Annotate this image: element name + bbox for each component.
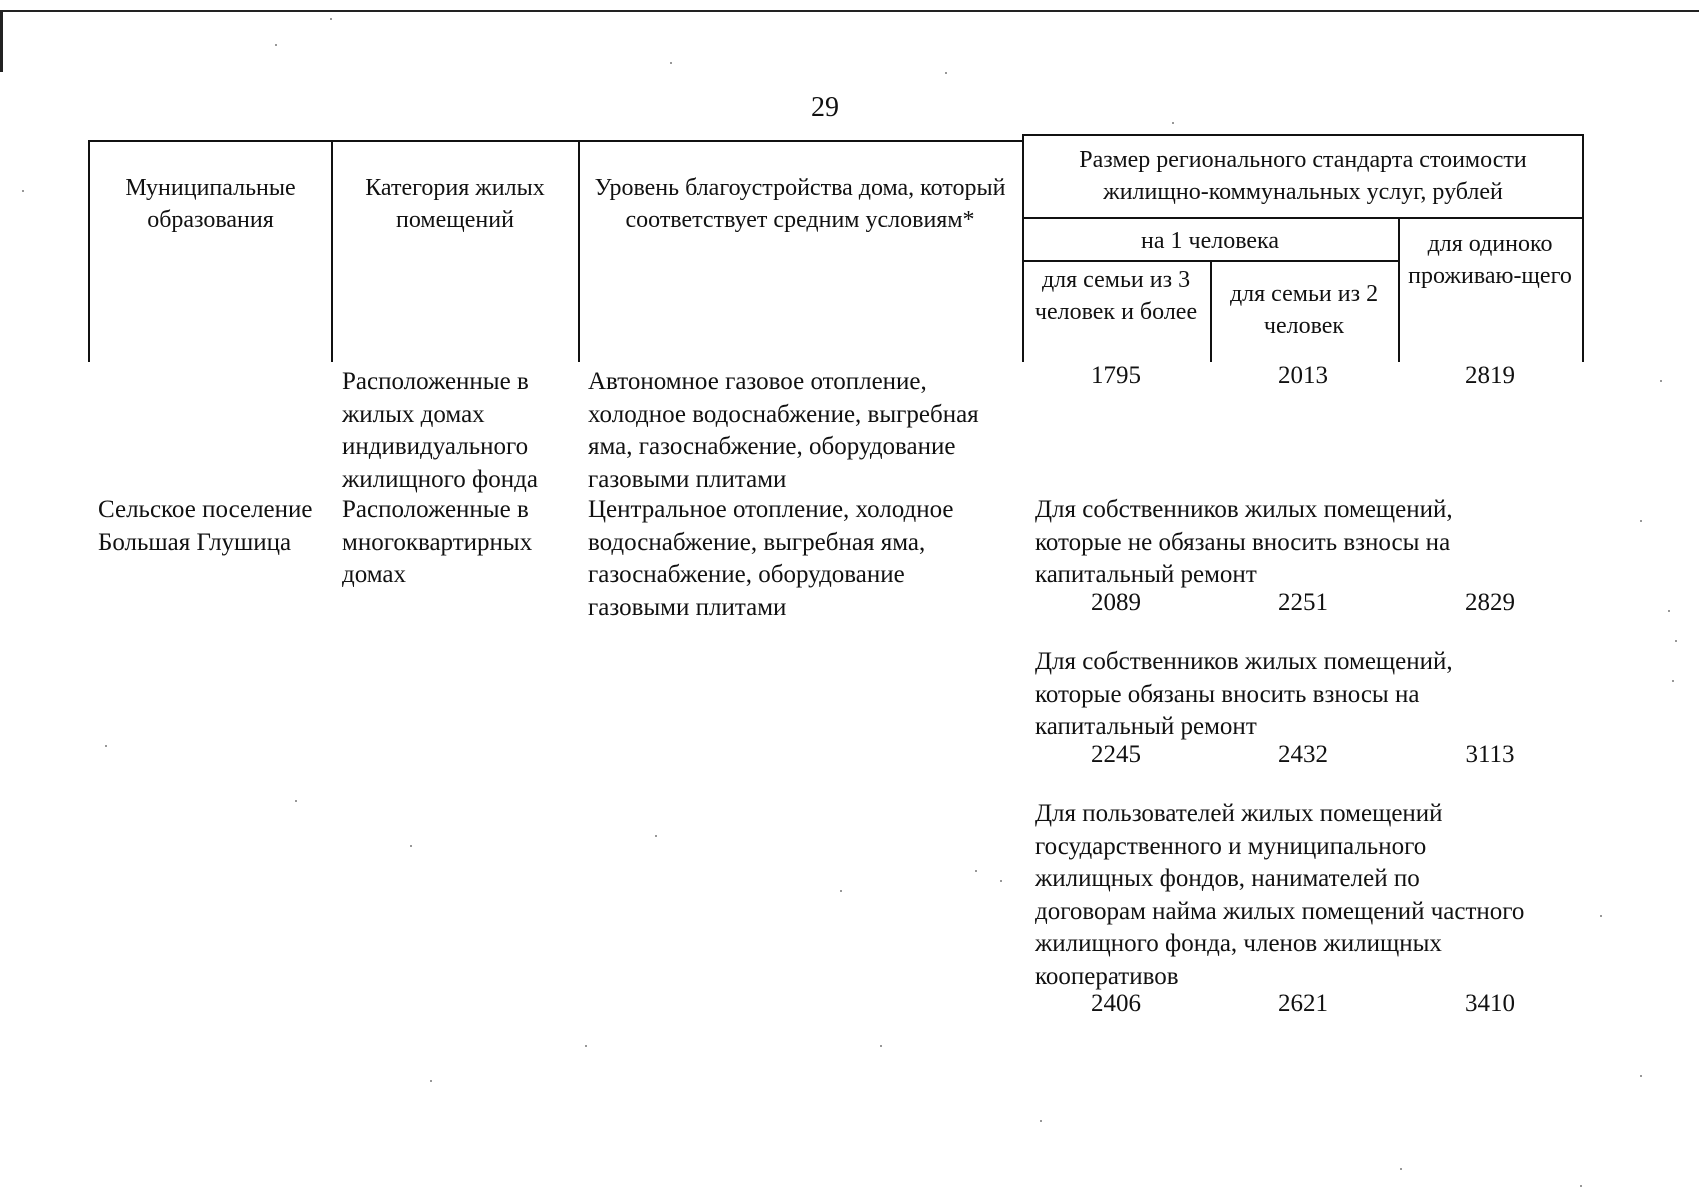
scan-speck — [1000, 880, 1002, 882]
scan-speck — [430, 1080, 432, 1082]
header-municipality: Муниципальные образования — [125, 175, 296, 233]
header-single: для одиноко проживаю-щего — [1408, 231, 1572, 289]
scan-speck — [1668, 610, 1670, 612]
group2-value-family3: 2245 — [1091, 741, 1141, 768]
group1-value-family2: 2251 — [1278, 589, 1328, 616]
page-number: 29 — [811, 92, 839, 123]
municipality-name: Сельское поселение Большая Глушица — [98, 496, 313, 556]
header-top-border-right — [1022, 134, 1582, 136]
group1-value-single: 2829 — [1465, 589, 1515, 616]
scan-speck — [1672, 680, 1674, 682]
header-per-person: на 1 человека — [1141, 228, 1279, 254]
row2-category: Расположенные в многоквартирных домах — [342, 496, 533, 588]
row1-value-family3: 1795 — [1091, 362, 1141, 389]
scan-speck — [410, 845, 412, 847]
header-amenities: Уровень благоустройства дома, который соответствует средним условиям* — [594, 175, 1006, 233]
header-top-border-left — [88, 140, 1022, 142]
scan-speck — [1640, 1075, 1642, 1077]
scan-speck — [1600, 915, 1602, 917]
row1-category: Расположенные в жилых домах индивидуального жилищного фонда — [342, 368, 538, 493]
scan-speck — [945, 72, 947, 74]
header-divider — [331, 140, 333, 362]
row1-value-family2: 2013 — [1278, 362, 1328, 389]
header-divider — [1582, 134, 1584, 362]
scan-speck — [1580, 1185, 1582, 1187]
group2-value-single: 3113 — [1465, 741, 1515, 768]
group1-value-family3: 2089 — [1091, 589, 1141, 616]
group3-label: Для пользователей жилых помещений государственного и муниципального жилищных фондов, нанимателей по договорам найма жилых помещений частного жилищного фонда, членов жилищных кооперативов — [1035, 800, 1525, 990]
header-divider — [1398, 218, 1400, 362]
group3-value-family3: 2406 — [1091, 990, 1141, 1017]
row2-amenities: Центральное отопление, холодное водоснабжение, выгребная яма, газоснабжение, оборудование газовыми плитами — [588, 496, 954, 621]
header-divider-h — [1022, 260, 1398, 262]
scan-speck — [22, 190, 24, 192]
group2-value-family2: 2432 — [1278, 741, 1328, 768]
header-divider — [88, 140, 90, 362]
scan-speck — [670, 62, 672, 64]
scan-speck — [840, 890, 842, 892]
scan-speck — [105, 745, 107, 747]
header-family3: для семьи из 3 человек и более — [1034, 267, 1198, 325]
scan-speck — [585, 1045, 587, 1047]
row1-value-single: 2819 — [1465, 362, 1515, 389]
header-divider — [578, 140, 580, 362]
group2-label: Для собственников жилых помещений, которые обязаны вносить взносы на капитальный ремонт — [1035, 648, 1453, 740]
scan-speck — [295, 800, 297, 802]
group3-value-single: 3410 — [1465, 990, 1515, 1017]
scan-speck — [1172, 122, 1174, 124]
scan-border-left — [0, 10, 3, 72]
group3-value-family2: 2621 — [1278, 990, 1328, 1017]
row1-amenities: Автономное газовое отопление, холодное водоснабжение, выгребная яма, газоснабжение, оборудование газовыми плитами — [588, 368, 979, 493]
scan-speck — [1660, 380, 1662, 382]
scan-speck — [330, 18, 332, 20]
scan-speck — [880, 1045, 882, 1047]
scan-speck — [1640, 520, 1642, 522]
header-standard-size: Размер регионального стандарта стоимости жилищно-коммунальных услуг, рублей — [1079, 147, 1527, 205]
scan-speck — [275, 44, 277, 46]
header-divider-h — [1022, 217, 1582, 219]
group1-label: Для собственников жилых помещений, которые не обязаны вносить взносы на капитальный ремонт — [1035, 496, 1453, 588]
scan-border-top — [0, 10, 1699, 12]
header-category: Категория жилых помещений — [365, 175, 545, 233]
scan-speck — [1400, 1168, 1402, 1170]
header-family2: для семьи из 2 человек — [1229, 281, 1379, 339]
scan-speck — [1675, 640, 1677, 642]
scan-speck — [975, 870, 977, 872]
scan-speck — [655, 835, 657, 837]
scan-speck — [1040, 1120, 1042, 1122]
header-divider — [1210, 262, 1212, 362]
